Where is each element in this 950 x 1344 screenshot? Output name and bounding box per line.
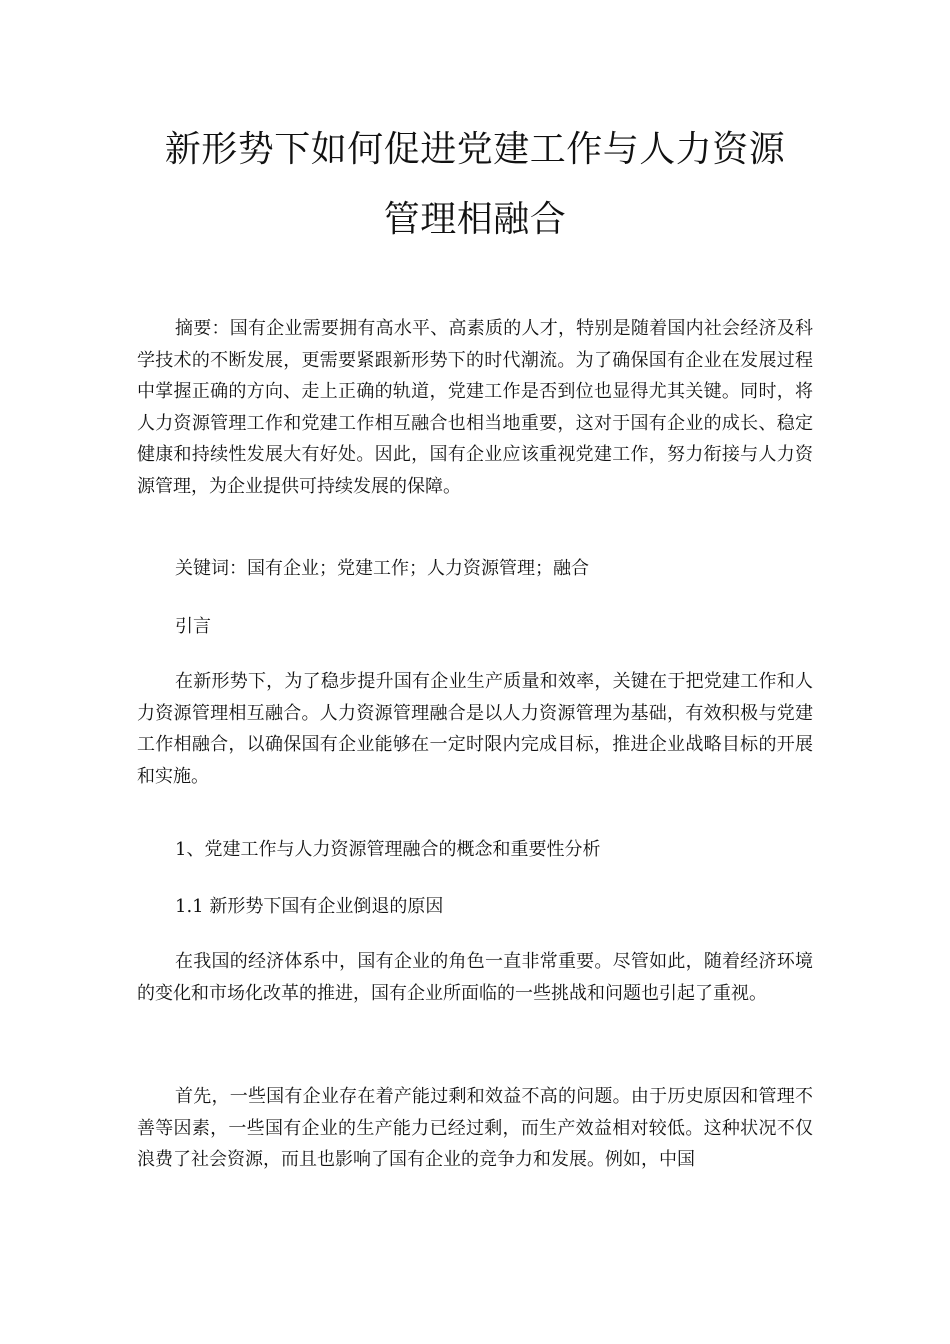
intro-heading: 引言 (175, 616, 211, 637)
document-title-line2: 管理相融合 (383, 199, 567, 240)
body-paragraph-2: 首先，一些国有企业存在着产能过剩和效益不高的问题。由于历史原因和管理不善等因素，一些国有企业的生产能力已经过剩，而生产效益相对较低。这种状况不仅浪费了社会资源，而且也影响了国有企业的竞争力和发展。例如，中国 (137, 1086, 813, 1170)
section-1-heading: 1、党建工作与人力资源管理融合的概念和重要性分析 (175, 839, 601, 860)
abstract-paragraph: 摘要：国有企业需要拥有高水平、高素质的人才，特别是随着国内社会经济及科学技术的不断发展，更需要紧跟新形势下的时代潮流。为了确保国有企业在发展过程中掌握正确的方向、走上正确的轨道，党建工作是否到位也显得尤其关键。同时，将人力资源管理工作和党建工作相互融合也相当地重要，这对于国有企业的成长、稳定健康和持续性发展大有好处。因此，国有企业应该重视党建工作，努力衔接与人力资源管理，为企业提供可持续发展的保障。 (137, 318, 813, 497)
document-title-line1: 新形势下如何促进党建工作与人力资源 (164, 129, 786, 170)
keywords-line: 关键词：国有企业；党建工作；人力资源管理；融合 (175, 558, 589, 579)
section-1-1-heading: 1.1 新形势下国有企业倒退的原因 (175, 896, 444, 917)
body-paragraph-1: 在我国的经济体系中，国有企业的角色一直非常重要。尽管如此，随着经济环境的变化和市场化改革的推进，国有企业所面临的一些挑战和问题也引起了重视。 (137, 951, 813, 1004)
intro-paragraph: 在新形势下，为了稳步提升国有企业生产质量和效率，关键在于把党建工作和人力资源管理相互融合。人力资源管理融合是以人力资源管理为基础，有效积极与党建工作相融合，以确保国有企业能够在一定时限内完成目标，推进企业战略目标的开展和实施。 (137, 671, 813, 787)
